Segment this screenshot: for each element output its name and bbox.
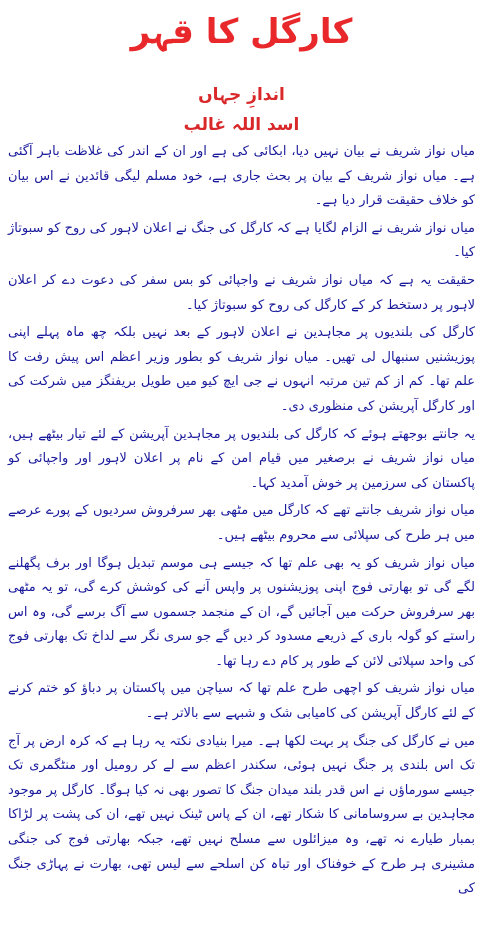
paragraph-3: حقیقت یہ ہے کہ میاں نواز شریف نے واجپائی کو بس سفر کی دعوت دے کر اعلان لاہور پر دستخط کر کے کارگل کی روح کو سبوتاژ کیا۔ [8, 272, 475, 313]
paragraph-6: میاں نواز شریف جانتے تھے کہ کارگل میں مٹھی بھر سرفروش سردیوں کے پورے عرصے میں ہر طرح کی سپلائی سے محروم بیٹھے ہیں۔ [8, 503, 475, 543]
paragraph-8: میاں نواز شریف کو اچھی طرح علم تھا کہ سیاچن میں پاکستان پر دباؤ کو ختم کرنے کے لئے کارگل آپریشن کی کامیابی شک و شبہے سے بالاتر ہے۔ [8, 681, 475, 722]
paragraph-4: کارگل کی بلندیوں پر مجاہدین نے اعلان لاہور کے بعد نہیں بلکہ چھ ماہ پہلے اپنی پوزیشنیں سنبھال لی تھیں۔ میاں نواز شریف کو بطور وزیر اعظم اس پیش رفت کا علم تھا۔ کم از کم تین مرتبہ انہوں نے جی ایچ کیو میں طویل بریفنگز میں شرکت کی اور کارگل آپریشن کی منظوری دی۔ [8, 325, 475, 414]
column-name: اندازِ جہاں [198, 85, 285, 105]
paragraph-7: میاں نواز شریف کو یہ بھی علم تھا کہ جیسے ہی موسم تبدیل ہوگا اور برف پگھلنے لگے گی تو بھارتی فوج اپنی پوزیشنوں پر واپس آنے کی کوشش کرے گی، تو یہ مٹھی بھر سرفروش حرکت میں آجائیں گے، ان کے منجمد جسموں سے آگ برسے گی، وہ اس راستے کو گولہ باری کے ذریعے مسدود کر دیں گے جو سری نگر سے لداخ تک بھارتی فوج کی واحد سپلائی لائن کے طور پر کام دے رہا تھا۔ [8, 555, 475, 669]
paragraph-5: یہ جانتے بوجھتے ہوئے کہ کارگل کی بلندیوں پر مجاہدین آپریشن کے لئے تیار بیٹھے ہیں، میاں نواز شریف نے برصغیر میں قیام امن کے نام پر اعلان لاہور اور واجپائی کو پاکستان کی سرزمین پر خوش آمدید کہا۔ [8, 426, 475, 491]
paragraph-2: میاں نواز شریف نے الزام لگایا ہے کہ کارگل کی جنگ نے اعلان لاہور کی روح کو سبوتاژ کیا۔ [8, 220, 475, 261]
author-name: اسد اللہ غالب [183, 115, 300, 135]
paragraph-9: میں نے کارگل کی جنگ پر بہت لکھا ہے۔ میرا بنیادی نکتہ یہ رہا ہے کہ کرہ ارض پر آج تک اس بلندی پر جنگ نہیں ہوئی، سکندر اعظم سے لے کر رومیل اور منٹگمری تک جیسے سورماؤں نے اس قدر بلند میدان جنگ کا تصور بھی نہ کیا ہوگا۔ کارگل پر موجود مجاہدین بے سروسامانی کا شکار تھے، ان کے پاس ٹینک نہیں تھے، ان کی پشت پر لڑاکا بمبار طیارے نہ تھے، وہ میزائلوں سے مسلح نہیں تھے، جبکہ بھارتی فوج کی جنگی مشینری ہر طرح کے خوفناک اور تباہ کن اسلحے سے لیس تھی، بھارت نے پہاڑی جنگ کی [8, 733, 475, 897]
article-body [8, 140, 475, 902]
article-title: کارگل کا قہر [130, 12, 353, 52]
paragraph-1: میاں نواز شریف نے بیان نہیں دیا، ابکائی کی ہے اور ان کے اندر کی غلاظت باہر آگئی ہے۔ میاں نواز شریف کے بیان پر بحث جاری ہے، خود مسلم لیگی قائدین نے اس بیان کو خلاف حقیقت قرار دیا ہے۔ [8, 144, 475, 209]
